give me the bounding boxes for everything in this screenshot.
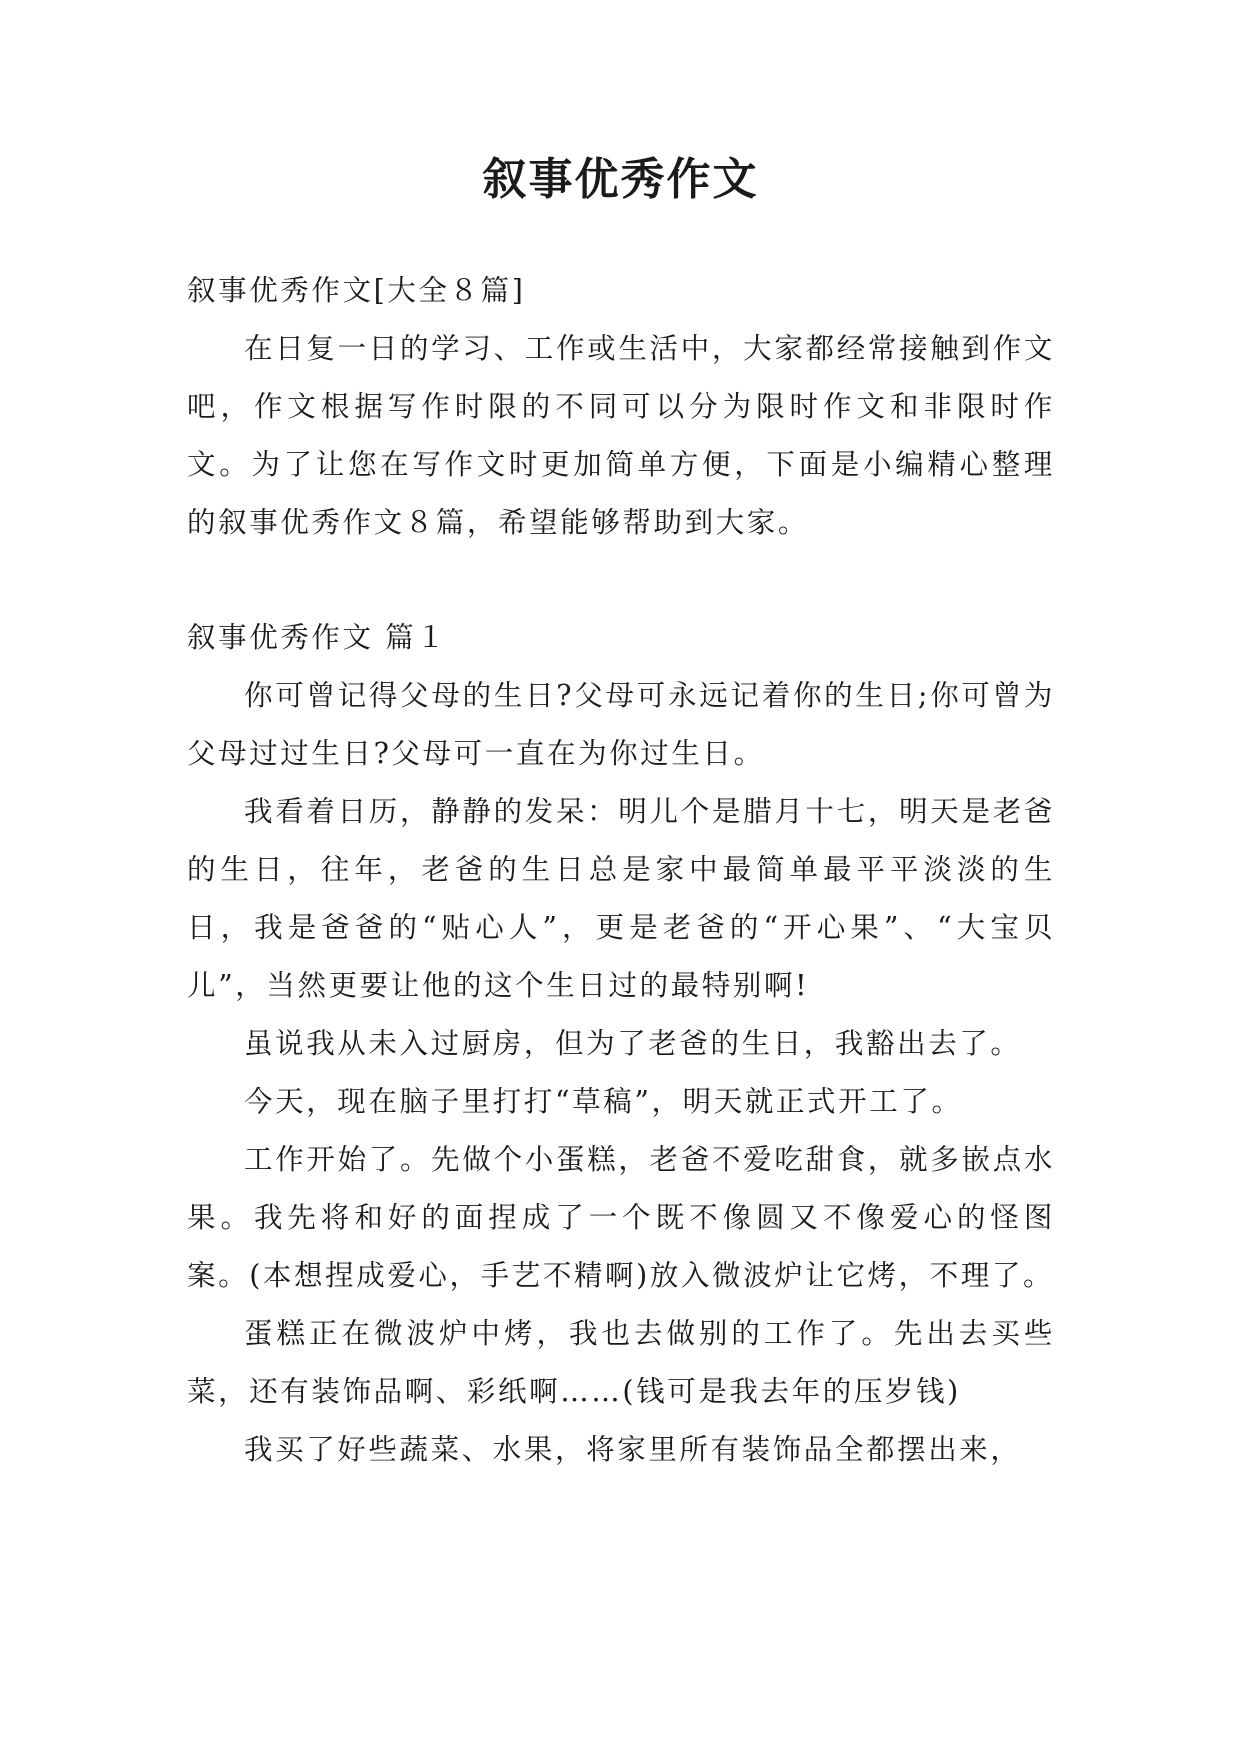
body-paragraph: 工作开始了。先做个小蛋糕，老爸不爱吃甜食，就多嵌点水果。我先将和好的面捏成了一个既不像圆又不像爱心的怪图案。(本想捏成爱心，手艺不精啊)放入微波炉让它烤，不理了。 [187, 1143, 1055, 1292]
section-heading: 叙事优秀作文 篇１ [187, 621, 448, 654]
intro-paragraph: 在日复一日的学习、工作或生活中，大家都经常接触到作文吧，作文根据写作时限的不同可以分为限时作文和非限时作文。为了让您在写作文时更加简单方便，下面是小编精心整理的叙事优秀作文８篇，希望能够帮助到大家。 [187, 332, 1055, 539]
body-paragraph: 蛋糕正在微波炉中烤，我也去做别的工作了。先出去买些菜，还有装饰品啊、彩纸啊……(钱可是我去年的压岁钱) [187, 1317, 1055, 1408]
body-paragraph: 今天，现在脑子里打打“草稿”，明天就正式开工了。 [244, 1085, 963, 1118]
document-title: 叙事优秀作文 [482, 154, 759, 205]
body-paragraph: 我买了好些蔬菜、水果，将家里所有装饰品全都摆出来， [244, 1433, 1022, 1466]
document-body [187, 262, 1055, 1479]
body-paragraph: 你可曾记得父母的生日?父母可永远记着你的生日;你可曾为父母过过生日?父母可一直在为你过生日。 [187, 679, 1055, 770]
document-subtitle: 叙事优秀作文[大全８篇] [187, 274, 526, 307]
body-paragraph: 虽说我从未入过厨房，但为了老爸的生日，我豁出去了。 [244, 1027, 1022, 1060]
body-paragraph: 我看着日历，静静的发呆：明儿个是腊月十七，明天是老爸的生日，往年，老爸的生日总是家中最简单最平平淡淡的生日，我是爸爸的“贴心人”，更是老爸的“开心果”、“大宝贝儿”，当然更要让他的这个生日过的最特别啊! [187, 795, 1055, 1002]
